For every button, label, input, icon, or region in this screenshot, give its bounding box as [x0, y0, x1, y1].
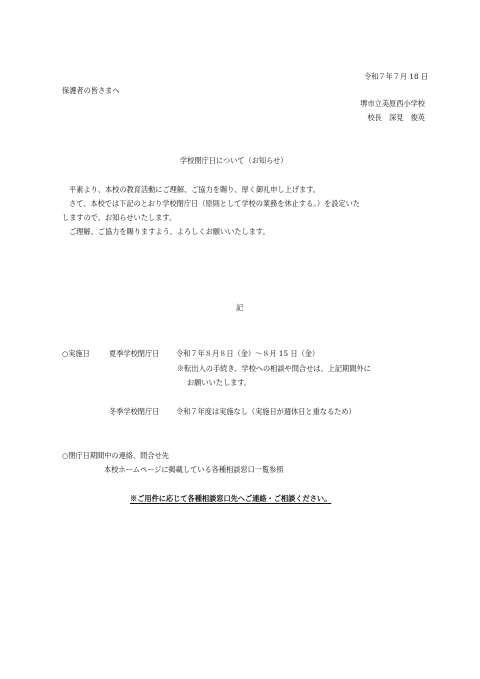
summer-note-line1: ※転出入の手続き、学校への相談や問合せは、上記期間外に: [177, 364, 371, 373]
winter-closure-detail: 令和７年度は実施なし（実施日が週休日と重なるため）: [176, 407, 356, 416]
ki-heading: 記: [236, 303, 244, 312]
paragraph-notice-line2: しますので、お知らせいたします。: [62, 213, 177, 222]
contact-detail: 本校ホームページに掲載している各種相談窓口一覧参照: [104, 465, 284, 474]
document-title: 学校閉庁日について（お知らせ）: [180, 156, 288, 165]
paragraph-greeting: 平素より、本校の教育活動にご理解、ご協力を賜り、厚く御礼申し上げます。: [69, 185, 320, 194]
closing-note: ※ご用件に応じて各種相談窓口先へご連絡・ご相談ください。: [130, 494, 332, 503]
summer-closure-dates: 令和７年８月８日（金）～８月 15 日（金）: [176, 349, 320, 358]
paragraph-request: ご理解、ご協力を賜りますよう、よろしくお願いいたします。: [69, 227, 270, 236]
document-date: 令和７年７月 18 日: [363, 72, 428, 81]
school-name: 堺市立美原西小学校: [360, 99, 425, 108]
summer-closure-label: 夏季学校閉庁日: [109, 349, 160, 358]
principal-name: 校長 深見 俊英: [367, 113, 425, 122]
summer-note-line2: お願いいたします。: [187, 378, 252, 387]
winter-closure-label: 冬季学校閉庁日: [109, 407, 160, 416]
paragraph-notice-line1: さて、本校では下記のとおり学校閉庁日（原則として学校の業務を休止する。）を設定いた: [69, 199, 360, 208]
contact-label: ○閉庁日期間中の連絡、問合せ先: [62, 451, 169, 460]
addressee: 保護者の皆さまへ: [62, 86, 120, 95]
implementation-label: ○実施日: [62, 349, 90, 358]
